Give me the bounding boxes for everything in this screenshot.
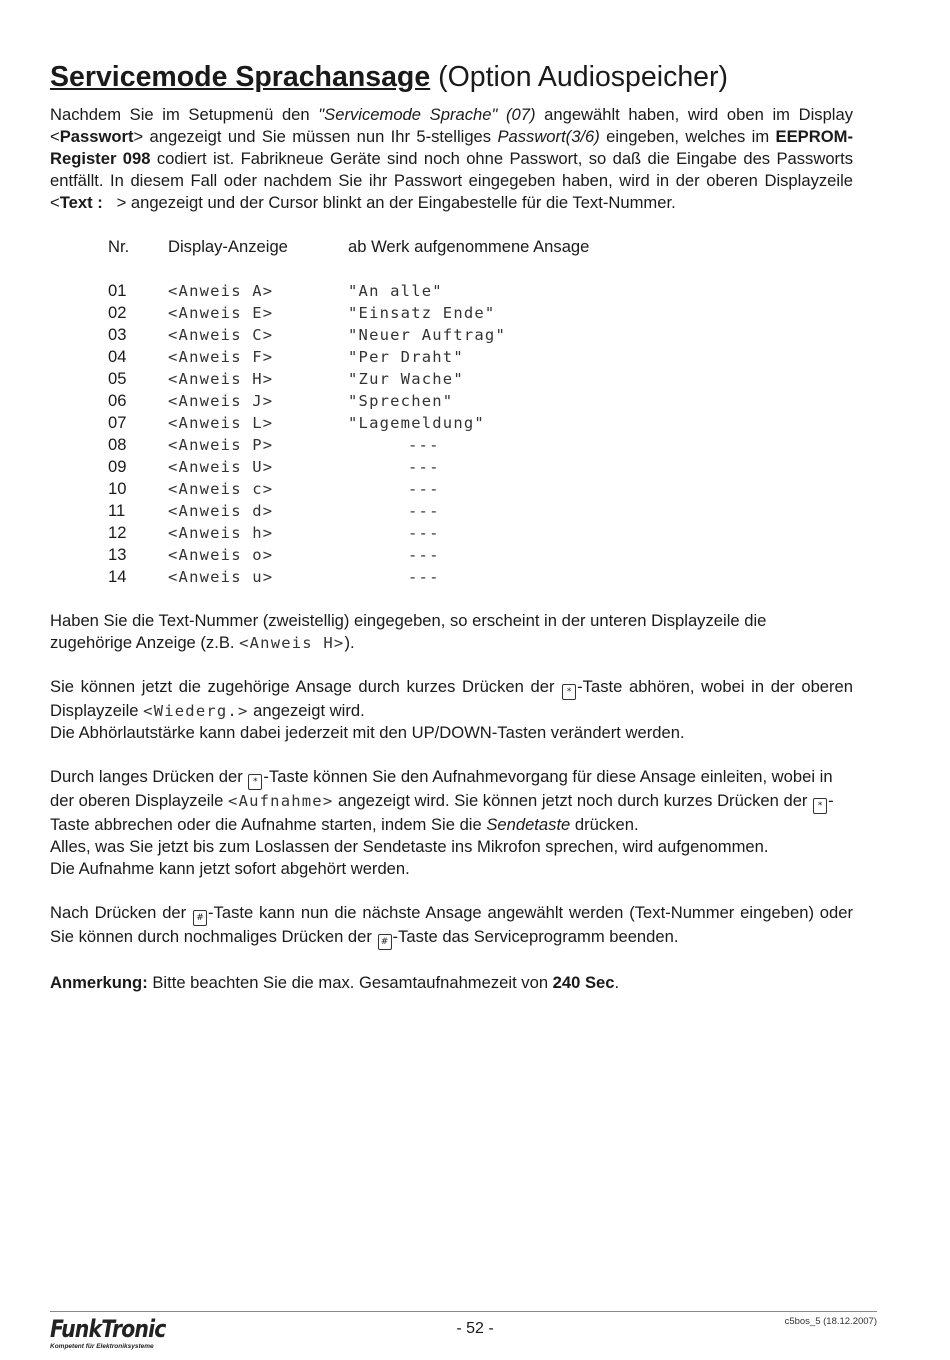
logo-brand: FunkTronic bbox=[50, 1315, 166, 1343]
row-number: 06 bbox=[108, 391, 127, 410]
col-nr-header: Nr. bbox=[108, 237, 130, 256]
row-ansage: --- bbox=[408, 546, 440, 564]
table-row bbox=[108, 456, 589, 478]
row-display: <Anweis c> bbox=[168, 480, 274, 498]
table-row bbox=[108, 280, 589, 302]
table-row bbox=[108, 390, 589, 412]
row-number: 11 bbox=[108, 501, 126, 520]
row-number: 13 bbox=[108, 545, 127, 564]
hash-key-icon: # bbox=[193, 910, 207, 926]
paragraph-recording: Durch langes Drücken der * -Taste können Sie den Aufnahmevorgang für diese Ansage einleiten, wobei in der oberen Displayzeile <Aufnahme> angezeigt wird. Sie können jetzt noch durch kurzes Drücken der * -Taste abbrechen oder die Aufnahme starten, indem Sie die Sendetaste drücken. Alles, was Sie jetzt bis zum Loslassen der Sendetaste ins Mikrofon sprechen, wird aufgenommen. Die Aufnahme kann jetzt sofort abgehört werden. bbox=[50, 767, 834, 878]
paragraph-next: Nach Drücken der # -Taste kann nun die nächste Ansage angewählt werden (Text-Nummer eingeben) oder Sie können durch nochmaliges Drücken der # -Taste das Serviceprogramm beenden. bbox=[50, 902, 853, 950]
row-number: 10 bbox=[108, 479, 127, 498]
row-number: 07 bbox=[108, 413, 127, 432]
intro-paragraph: Nachdem Sie im Setupmenü den "Servicemode Sprache" (07) angewählt haben, wird oben im Display <Passwort> angezeigt und Sie müssen nun Ihr 5-stelliges Passwort(3/6) eingeben, welches im EEPROM-Register 098 codiert ist. Fabrikneue Geräte sind noch ohne Passwort, so daß die Eingabe des Passworts entfällt. In diesem Fall oder nachdem Sie ihr Passwort eingegeben haben, wird in der oberen Displayzeile <Text : > angezeigt und der Cursor blinkt an der Eingabestelle für die Text-Nummer. bbox=[50, 105, 854, 212]
row-number: 04 bbox=[108, 347, 127, 366]
row-ansage: --- bbox=[408, 524, 440, 542]
row-display: <Anweis U> bbox=[168, 458, 274, 476]
row-display: <Anweis h> bbox=[168, 524, 274, 542]
page-title: Servicemode Sprachansage (Option Audiospeicher) bbox=[50, 61, 729, 93]
table-row bbox=[108, 566, 589, 588]
row-display: <Anweis u> bbox=[168, 568, 274, 586]
hash-key-icon: # bbox=[378, 934, 392, 950]
table-row bbox=[108, 346, 589, 368]
row-number: 12 bbox=[108, 523, 127, 542]
table-row bbox=[108, 522, 589, 544]
row-ansage: "Neuer Auftrag" bbox=[348, 326, 506, 344]
table-row bbox=[108, 478, 589, 500]
row-display: <Anweis F> bbox=[168, 348, 274, 366]
row-number: 08 bbox=[108, 435, 127, 454]
row-ansage: "Einsatz Ende" bbox=[348, 304, 496, 322]
row-ansage: --- bbox=[408, 568, 440, 586]
table-row bbox=[108, 434, 589, 456]
row-display: <Anweis E> bbox=[168, 304, 274, 322]
table-row bbox=[108, 544, 589, 566]
table-row bbox=[108, 412, 589, 434]
row-ansage: --- bbox=[408, 502, 440, 520]
row-number: 09 bbox=[108, 457, 127, 476]
row-number: 02 bbox=[108, 303, 127, 322]
row-ansage: "Zur Wache" bbox=[348, 370, 464, 388]
row-display: <Anweis C> bbox=[168, 326, 274, 344]
row-number: 01 bbox=[108, 281, 127, 300]
star-key-icon: * bbox=[813, 798, 827, 814]
row-ansage: "An alle" bbox=[348, 282, 443, 300]
row-ansage: --- bbox=[408, 436, 440, 454]
row-display: <Anweis A> bbox=[168, 282, 274, 300]
table-row bbox=[108, 500, 589, 522]
row-ansage: "Lagemeldung" bbox=[348, 414, 485, 432]
row-display: <Anweis J> bbox=[168, 392, 274, 410]
paragraph-text-number: Haben Sie die Text-Nummer (zweistellig) eingegeben, so erscheint in der unteren Displayzeile die zugehörige Anzeige (z.B. <Anweis H>). bbox=[50, 611, 767, 652]
row-ansage: --- bbox=[408, 480, 440, 498]
row-ansage: "Sprechen" bbox=[348, 392, 454, 410]
col-ansage-header: ab Werk aufgenommene Ansage bbox=[348, 237, 590, 256]
row-display: <Anweis o> bbox=[168, 546, 274, 564]
row-ansage: "Per Draht" bbox=[348, 348, 464, 366]
logo-tagline: Kompetent für Elektroniksysteme bbox=[50, 1343, 154, 1350]
document-reference: c5bos_5 (18.12.2007) bbox=[784, 1316, 877, 1327]
table-row bbox=[108, 302, 589, 324]
footer-divider bbox=[50, 1311, 877, 1312]
table-header-row bbox=[108, 236, 589, 258]
note-paragraph: Anmerkung: Bitte beachten Sie die max. Gesamtaufnahmezeit von 240 Sec. bbox=[50, 973, 620, 992]
page-number: - 52 - bbox=[456, 1320, 494, 1337]
table-row bbox=[108, 324, 589, 346]
star-key-icon: * bbox=[248, 774, 262, 790]
announcement-table bbox=[108, 236, 589, 588]
row-display: <Anweis H> bbox=[168, 370, 274, 388]
row-display: <Anweis d> bbox=[168, 502, 274, 520]
star-key-icon: * bbox=[562, 684, 576, 700]
row-display: <Anweis L> bbox=[168, 414, 274, 432]
col-display-header: Display-Anzeige bbox=[168, 237, 288, 256]
document-body bbox=[50, 60, 853, 994]
row-number: 03 bbox=[108, 325, 127, 344]
row-display: <Anweis P> bbox=[168, 436, 274, 454]
paragraph-playback: Sie können jetzt die zugehörige Ansage durch kurzes Drücken der * -Taste abhören, wobei in der oberen Displayzeile <Wiederg.> angezeigt wird. Die Abhörlautstärke kann dabei jederzeit mit den UP/DOWN-Tasten verändert werden. bbox=[50, 677, 854, 742]
table-row bbox=[108, 368, 589, 390]
row-number: 05 bbox=[108, 369, 127, 388]
row-ansage: --- bbox=[408, 458, 440, 476]
row-number: 14 bbox=[108, 567, 127, 586]
